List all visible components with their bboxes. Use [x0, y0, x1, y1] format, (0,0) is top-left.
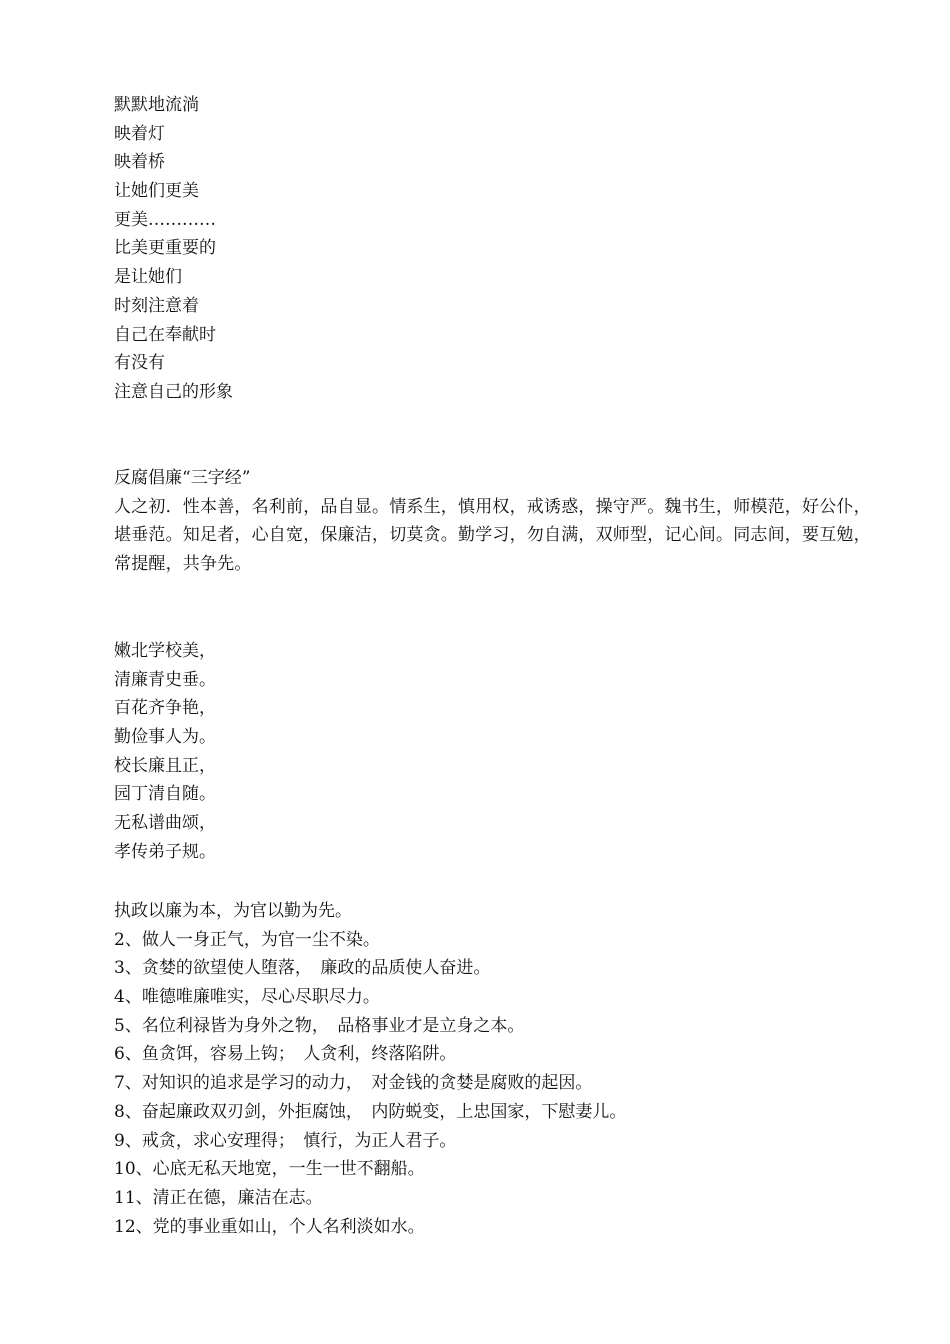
sanzijing-title: 反腐倡廉“三字经” — [114, 468, 251, 488]
slogan-line: 2、做人一身正气，为官一尘不染。 — [114, 929, 380, 950]
poem-line: 默默地流淌 — [114, 95, 199, 115]
slogan-line: 6、鱼贪饵，容易上钩； 人贪利，终落陷阱。 — [114, 1044, 457, 1065]
verse-line: 百花齐争艳， — [114, 698, 216, 719]
poem-line: 时刻注意着 — [114, 295, 199, 316]
poem-line: 让她们更美 — [114, 181, 199, 202]
poem-line: 映着桥 — [114, 152, 165, 173]
verse-line: 无私谱曲颂， — [114, 813, 216, 834]
slogan-line: 7、对知识的追求是学习的动力， 对金钱的贪婪是腐败的起因。 — [114, 1073, 593, 1094]
slogan-line: 3、贪婪的欲望使人堕落， 廉政的品质使人奋进。 — [114, 958, 491, 979]
poem-line: 更美………… — [114, 209, 216, 230]
verse-block — [114, 637, 216, 867]
poem-line: 注意自己的形象 — [114, 381, 233, 402]
sanzijing-body: 人之初．性本善，名利前，品自显。情系生，慎用权，戒诱惑，操守严。魏书生，师模范，好公仆，堪垂范。知足者，心自宽，保廉洁，切莫贪。勤学习，勿自满，双师型，记心间。同志间，要互勉，常提醒，共争先。 — [114, 496, 871, 575]
sanzijing-block — [114, 464, 874, 579]
poem-line: 自己在奉献时 — [114, 324, 216, 345]
verse-line: 嫩北学校美， — [114, 641, 216, 661]
slogan-line: 9、戒贪，求心安理得； 慎行，为正人君子。 — [114, 1130, 457, 1151]
verse-line: 园丁清自随。 — [114, 784, 216, 805]
slogan-line: 10、心底无私天地宽，一生一世不翻船。 — [114, 1159, 425, 1180]
slogan-line: 4、唯德唯廉唯实，尽心尽职尽力。 — [114, 987, 380, 1008]
slogan-line: 8、奋起廉政双刃剑，外拒腐蚀， 内防蜕变，上忠国家，下慰妻儿。 — [114, 1101, 627, 1122]
verse-line: 孝传弟子规。 — [114, 841, 216, 862]
slogan-line: 执政以廉为本，为官以勤为先。 — [114, 901, 352, 921]
poem-line: 映着灯 — [114, 123, 165, 144]
slogan-line: 12、党的事业重如山，个人名利淡如水。 — [114, 1216, 425, 1237]
poem-block — [114, 91, 233, 407]
poem-line: 有没有 — [114, 353, 165, 374]
poem-line: 是让她们 — [114, 267, 182, 288]
slogan-line: 11、清正在德，廉洁在志。 — [114, 1187, 323, 1208]
verse-line: 清廉青史垂。 — [114, 669, 216, 690]
slogan-line: 5、名位利禄皆为身外之物， 品格事业才是立身之本。 — [114, 1015, 525, 1036]
verse-line: 勤俭事人为。 — [114, 727, 216, 748]
verse-line: 校长廉且正， — [114, 755, 216, 776]
slogans-block — [114, 897, 626, 1241]
poem-line: 比美更重要的 — [114, 238, 216, 259]
